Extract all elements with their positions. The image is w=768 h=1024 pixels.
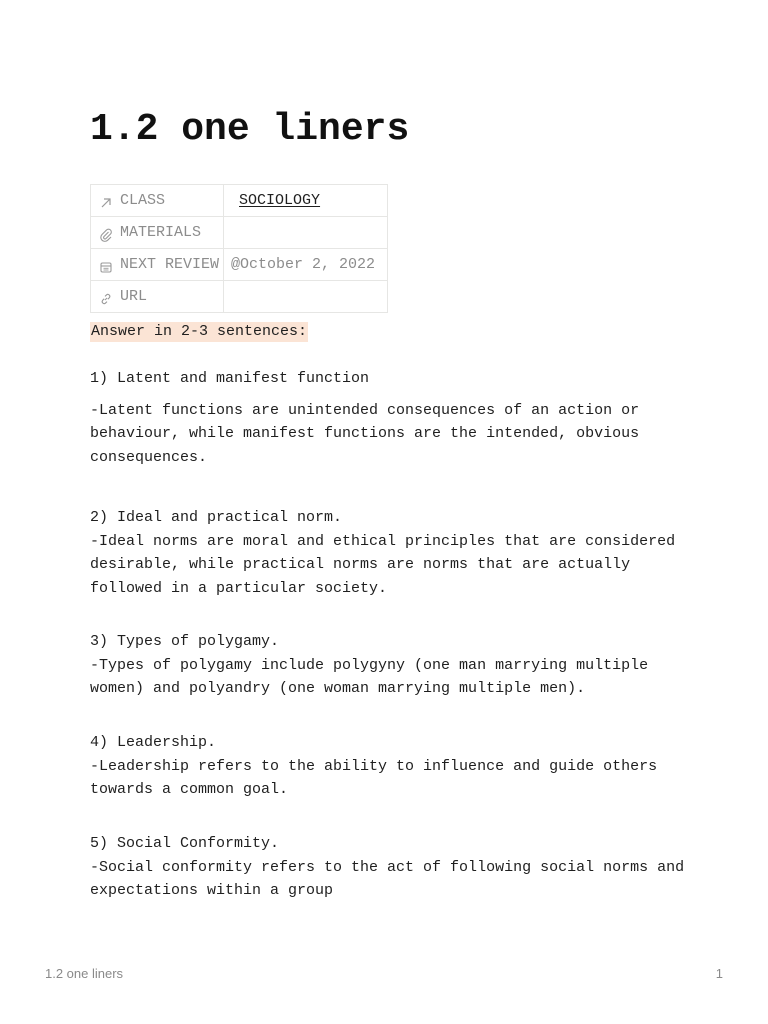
calendar-icon bbox=[99, 260, 113, 274]
item-answer: -Leadership refers to the ability to influence and guide others towards a common goal. bbox=[90, 757, 658, 798]
item-question: 5) Social Conformity. bbox=[90, 835, 280, 852]
highlighted-instruction: Answer in 2-3 sentences: bbox=[91, 323, 308, 340]
property-label: MATERIALS bbox=[120, 224, 202, 241]
item-question: 3) Types of polygamy. bbox=[90, 633, 280, 650]
item-question: 4) Leadership. bbox=[90, 734, 217, 751]
class-value-link[interactable]: SOCIOLOGY bbox=[224, 185, 388, 217]
property-row-next-review bbox=[91, 249, 388, 281]
property-key-next-review bbox=[91, 249, 224, 281]
page-title: 1.2 one liners bbox=[90, 108, 410, 151]
item-5 bbox=[90, 832, 690, 903]
item-question: 1) Latent and manifest function bbox=[90, 370, 370, 387]
item-1 bbox=[90, 367, 690, 469]
property-label: NEXT REVIEW bbox=[120, 256, 220, 273]
property-key-materials bbox=[91, 217, 224, 249]
item-answer: -Latent functions are unintended consequences of an action or behaviour, while manifest functions are the intended, obvious consequences. bbox=[90, 401, 640, 466]
footer-title: 1.2 one liners bbox=[45, 966, 124, 981]
item-question: 2) Ideal and practical norm. bbox=[90, 509, 343, 526]
item-4 bbox=[90, 731, 690, 802]
item-answer: -Types of polygamy include polygyny (one man marrying multiple women) and polyandry (one woman marrying multiple men). bbox=[90, 656, 649, 697]
property-row-materials bbox=[91, 217, 388, 249]
item-answer: -Ideal norms are moral and ethical principles that are considered desirable, while practical norms are norms that are actually followed in a particular society. bbox=[90, 532, 676, 597]
property-row-url bbox=[91, 281, 388, 313]
arrow-up-right-icon bbox=[99, 196, 113, 210]
item-answer: -Social conformity refers to the act of following social norms and expectations within a group bbox=[90, 858, 685, 899]
property-key-url bbox=[91, 281, 224, 313]
materials-value[interactable] bbox=[224, 217, 388, 249]
property-label: CLASS bbox=[120, 192, 166, 209]
item-3 bbox=[90, 630, 690, 701]
property-row-class bbox=[91, 185, 388, 217]
properties-table bbox=[90, 184, 388, 313]
link-icon bbox=[99, 292, 113, 306]
url-value[interactable] bbox=[224, 281, 388, 313]
next-review-value[interactable]: @October 2, 2022 bbox=[224, 249, 388, 281]
property-key-class bbox=[91, 185, 224, 217]
page-number: 1 bbox=[715, 966, 723, 981]
paperclip-icon bbox=[99, 228, 113, 242]
property-label: URL bbox=[120, 288, 148, 305]
item-2 bbox=[90, 506, 690, 600]
